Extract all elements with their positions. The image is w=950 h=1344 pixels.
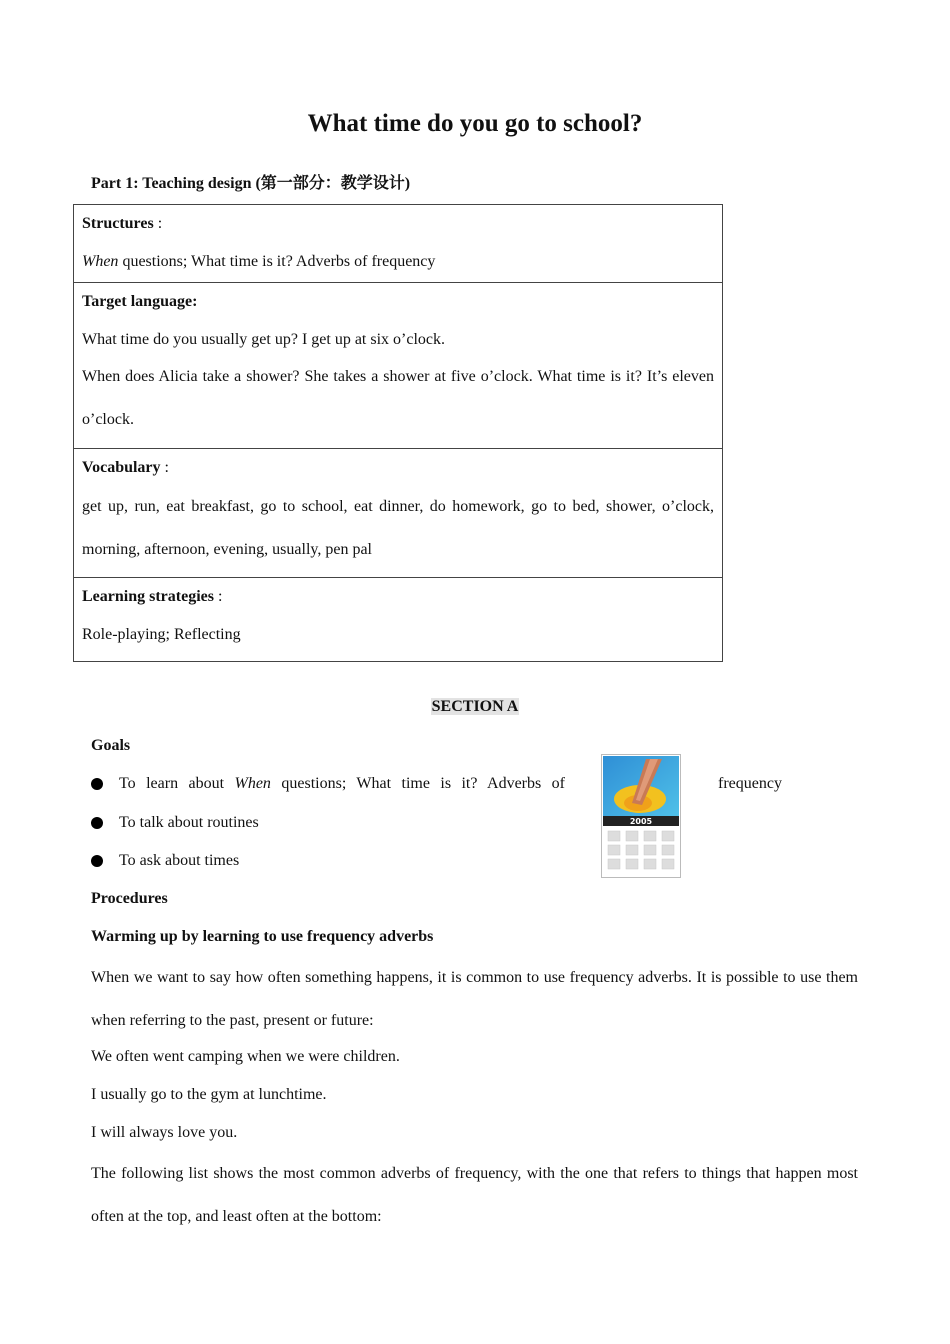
vocabulary-text: get up, run, eat breakfast, go to school, eat dinner, do homework, go to bed, shower, o’clock, morning, afternoon, evening, usually, pen pal: [82, 498, 714, 558]
goal-1-when: When: [234, 775, 271, 792]
structures-cell: [74, 205, 722, 283]
example-1: We often went camping when we were children.: [91, 1048, 400, 1065]
goal-1-pre: To learn about: [119, 775, 235, 792]
part1-heading: Part 1: Teaching design (第一部分：教学设计): [91, 175, 411, 192]
structures-when: When: [82, 253, 119, 270]
vocabulary-colon: :: [160, 459, 169, 476]
bullet-icon: [91, 778, 103, 790]
example-2: I usually go to the gym at lunchtime.: [91, 1086, 327, 1103]
goals-heading: Goals: [91, 737, 131, 754]
target-language-cell: [74, 283, 722, 449]
bullet-icon: [91, 817, 103, 829]
goal-item-1: [91, 775, 565, 793]
goal-1-tail: frequency: [718, 775, 782, 792]
strategies-text: Role-playing; Reflecting: [82, 626, 241, 643]
procedures-heading: Procedures: [91, 890, 168, 907]
page-title: What time do you go to school?: [307, 110, 643, 137]
section-a-label: SECTION A: [431, 698, 519, 715]
target-line-2: When does Alicia take a shower? She takes a shower at five o’clock. What time is it? It’s eleven o’clock.: [82, 368, 714, 428]
goal-item-3: [91, 852, 239, 870]
teaching-design-table: [73, 204, 723, 662]
target-line-1: What time do you usually get up? I get up at six o’clock.: [82, 331, 446, 348]
warmup-heading: Warming up by learning to use frequency adverbs: [91, 928, 434, 945]
structures-label: Structures: [82, 215, 154, 232]
goal-1-post: questions; What time is it? Adverbs of: [270, 775, 565, 792]
target-language-label: Target language:: [82, 293, 198, 310]
calendar-image: [601, 754, 681, 878]
goal-2-text: To talk about routines: [119, 814, 259, 831]
goal-3-text: To ask about times: [119, 852, 240, 869]
example-3: I will always love you.: [91, 1124, 238, 1141]
bullet-icon: [91, 855, 103, 867]
calendar-icon: [602, 755, 680, 877]
calendar-year: 2005: [629, 817, 653, 826]
paragraph-2: The following list shows the most common adverbs of frequency, with the one that refers to things that happen most often at the top, and least often at the bottom:: [91, 1165, 858, 1225]
goal-item-2: [91, 814, 259, 832]
structures-text: questions; What time is it? Adverbs of frequency: [118, 253, 436, 270]
vocabulary-label: Vocabulary: [82, 459, 161, 476]
section-a-heading: [0, 698, 950, 716]
strategies-colon: :: [213, 588, 223, 605]
goal-1-text: [119, 775, 565, 793]
strategies-label: Learning strategies: [82, 588, 214, 605]
strategies-cell: [74, 578, 722, 661]
vocabulary-cell: [74, 449, 722, 578]
paragraph-1: When we want to say how often something happens, it is common to use frequency adverbs. It is possible to use them when referring to the past, present or future:: [91, 969, 858, 1029]
structures-colon: :: [153, 215, 163, 232]
